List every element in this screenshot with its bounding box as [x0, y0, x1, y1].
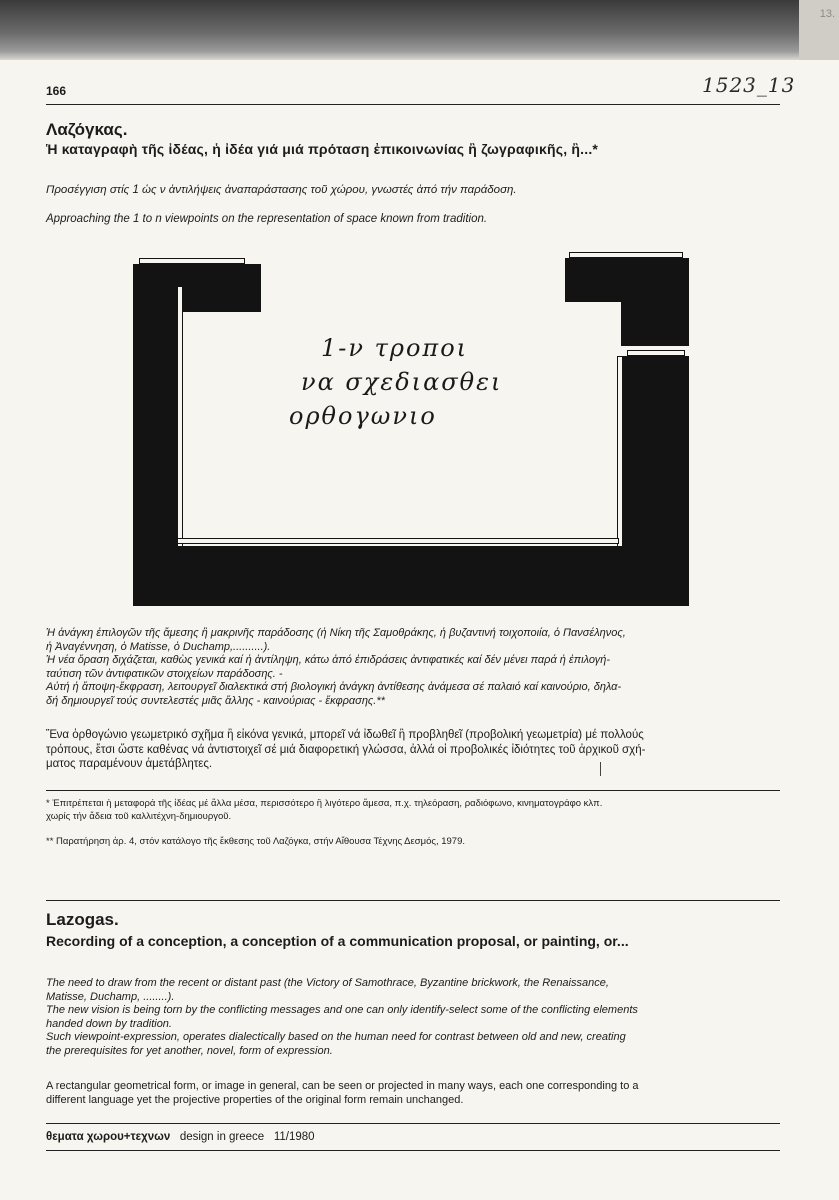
- footer-rule-top: [46, 1123, 780, 1124]
- handwriting-line-1: 1-ν τροποι: [321, 334, 469, 362]
- frame-bottom-bar: [133, 546, 689, 606]
- corner-mark: 13.: [819, 8, 835, 20]
- english-paragraph-1: [46, 977, 638, 1058]
- section-rule: [46, 900, 780, 901]
- english-title: Lazogas.: [46, 910, 119, 929]
- text-line: * Ἐπιτρέπεται ἡ μεταφορά τῆς ἰδέας μέ ἄλλα μέσα, περισσότερο ἢ λιγότερο ἄμεσα, π.χ. τηλεόραση, ραδιόφωνο, κινηματογράφο κλπ.: [46, 798, 603, 809]
- text-line: χωρίς τήν ἄδεια τοῦ καλλιτέχνη-δημιουργοῦ.: [46, 811, 232, 822]
- offset-strip-left-inner: [177, 286, 183, 558]
- frame-right-upper-bar: [621, 258, 689, 346]
- greek-paragraph-1: [46, 627, 626, 708]
- footnote-rule: [46, 790, 780, 791]
- offset-strip-bottom-inner: [177, 538, 619, 544]
- english-intro: Approaching the 1 to n viewpoints on the representation of space known from tradition.: [46, 213, 488, 225]
- text-line: The new vision is being torn by the conflicting messages and one can only identify-select some of the conflicting elements: [46, 1004, 638, 1016]
- footnote-1: [46, 797, 602, 823]
- footer-credit: [46, 1131, 315, 1143]
- text-line: Ἡ νέα ὅραση διχάζεται, καθὼς γενικά καί ἡ ἀντίληψη, κάτω ἀπό ἐπιδράσεις ἀντιφατικές καί δέν μένει παρά ἡ ἐπιλογή-: [46, 654, 611, 666]
- offset-strip-top-left: [139, 258, 245, 264]
- footer-rule-bottom: [46, 1150, 780, 1151]
- footnote-2: ** Παρατήρηση ἀρ. 4, στόν κατάλογο τῆς ἔκθεσης τοῦ Λαζόγκα, στήν Αἴθουσα Τέχνης Δεσμός, 1979.: [46, 836, 466, 847]
- text-line: Matisse, Duchamp, ........).: [46, 990, 175, 1003]
- artwork-figure: [133, 250, 691, 606]
- text-line: Ἕνα ὀρθογώνιο γεωμετρικό σχῆμα ἢ εἰκόνα γενικά, μπορεῖ νά ἰδωθεῖ ἢ προβληθεῖ (προβολική γεωμετρία) μέ πολλούς: [46, 729, 644, 741]
- handwriting-line-3: ορθογωνιο: [289, 402, 437, 430]
- text-line: Αὐτή ἡ ἄποψη-ἔκφραση, λειτουργεῖ διαλεκτικά στή βιολογική ἀνάγκη ἀντίθεσης ἀνάμεσα σέ παλαιό καί καινούριο, δηλα-: [46, 681, 622, 693]
- text-line: ἡ Ἀναγέννηση, ὁ Matisse, ὁ Duchamp,..........).: [46, 640, 271, 653]
- publication-name: design in greece: [179, 1131, 265, 1143]
- offset-strip-right-inner: [617, 356, 623, 548]
- text-line: Ἡ ἀνάγκη ἐπιλογῶν τῆς ἄμεσης ἢ μακρινῆς παράδοσης (ἡ Νίκη τῆς Σαμοθράκης, ἡ βυζαντινή τοιχοποιία, ὁ Πανσέληνος,: [46, 627, 626, 639]
- text-line: A rectangular geometrical form, or image in general, can be seen or projected in many ways, each one corresponding to a: [46, 1080, 639, 1092]
- greek-title: Λαζόγκας.: [46, 120, 128, 139]
- text-line: Such viewpoint-expression, operates dialectically based on the human need for contrast between old and new, creating: [46, 1031, 626, 1043]
- header-rule: [46, 104, 780, 105]
- greek-subtitle: Ἡ καταγραφὴ τῆς ἰδέας, ἡ ἰδέα γιά μιά πρόταση ἐπικοινωνίας ἢ ζωγραφικῆς, ἢ...*: [46, 141, 599, 157]
- frame-top-left-bar: [133, 264, 261, 312]
- greek-paragraph-2: [46, 728, 645, 772]
- english-paragraph-2: [46, 1079, 639, 1107]
- issue-number: 11/1980: [273, 1131, 315, 1143]
- text-line: δή δημιουργεῖ τούς συντελεστές μιᾶς ἄλλης - καινούριας - ἔκφρασης.**: [46, 694, 385, 707]
- text-line: the prerequisites for yet another, novel, form of expression.: [46, 1044, 333, 1057]
- text-line: The need to draw from the recent or distant past (the Victory of Samothrace, Byzantine brickwork, the Renaissance,: [46, 977, 609, 989]
- text-line: handed down by tradition.: [46, 1017, 172, 1030]
- text-line: ματος παραμένουν ἀμετάβλητες.: [46, 758, 213, 770]
- journal-name: θεματα χωρου+τεχνων: [46, 1131, 171, 1143]
- greek-intro: Προσέγγιση στίς 1 ὡς ν ἀντιλήψεις ἀναπαράστασης τοῦ χώρου, γνωστές ἀπό τήν παράδοση.: [46, 184, 517, 196]
- scan-top-band: [0, 0, 839, 60]
- text-line: different language yet the projective properties of the original form remain unchanged.: [46, 1094, 464, 1106]
- handwritten-reference: 1523_13: [702, 73, 796, 97]
- handwriting-line-2: να σχεδιασθει: [301, 368, 503, 396]
- text-line: ταύτιση τῶν ἀντιφατικῶν στοιχείων παράδοσης. -: [46, 667, 283, 680]
- text-line: τρόπους, ἔτσι ὥστε καθένας νά ἀντιστοιχεῖ σέ μιά διαφορετική γλώσσα, ἀλλά οἱ προβολικές ἰδιότητες τοῦ ἀρχικοῦ σχή-: [46, 743, 646, 756]
- english-subtitle: Recording of a conception, a conception of a communication proposal, or painting, or...: [46, 933, 629, 949]
- page-number: 166: [46, 84, 67, 98]
